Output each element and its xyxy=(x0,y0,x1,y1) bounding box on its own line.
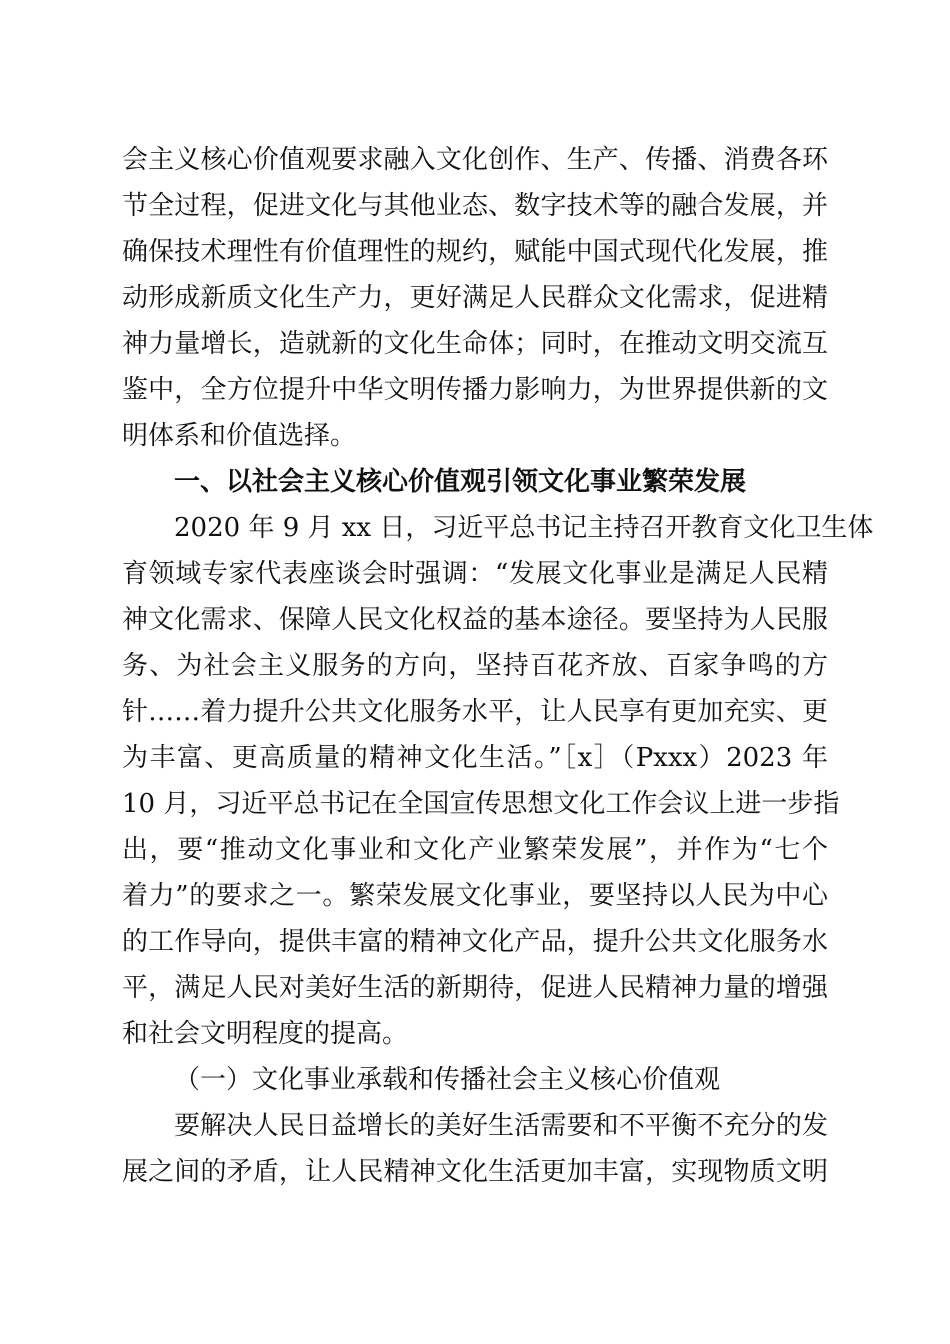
paragraph-2-line-2: 育领域专家代表座谈会时强调：“发展文化事业是满足人民精 xyxy=(122,559,828,589)
section-subheading-1: （一）文化事业承载和传播社会主义核心价值观 xyxy=(174,1065,721,1095)
paragraph-2-line-7: 10 月，习近平总书记在全国宣传思想文化工作会议上进一步指 xyxy=(122,789,840,819)
paragraph-1-line-5: 神力量增长，造就新的文化生命体；同时，在推动文明交流互 xyxy=(122,329,828,359)
paragraph-1-line-2: 节全过程，促进文化与其他业态、数字技术等的融合发展，并 xyxy=(122,191,828,221)
paragraph-2-line-3: 神文化需求、保障人民文化权益的基本途径。要坚持为人民服 xyxy=(122,605,828,635)
paragraph-2-line-12: 和社会文明程度的提高。 xyxy=(122,1019,409,1049)
paragraph-3-line-2: 展之间的矛盾，让人民精神文化生活更加丰富，实现物质文明 xyxy=(122,1157,828,1187)
paragraph-1-line-7: 明体系和价值选择。 xyxy=(122,421,357,451)
paragraph-1-line-1: 会主义核心价值观要求融入文化创作、生产、传播、消费各环 xyxy=(122,145,828,175)
paragraph-1-line-3: 确保技术理性有价值理性的规约，赋能中国式现代化发展，推 xyxy=(122,237,828,267)
paragraph-3-line-1: 要解决人民日益增长的美好生活需要和不平衡不充分的发 xyxy=(174,1111,828,1141)
paragraph-2-line-6: 为丰富、更高质量的精神文化生活。”［x］（Pxxx）2023 年 xyxy=(122,743,828,773)
paragraph-2-line-4: 务、为社会主义服务的方向，坚持百花齐放、百家争鸣的方 xyxy=(122,651,828,681)
section-heading-1: 一、以社会主义核心价值观引领文化事业繁荣发展 xyxy=(174,467,747,497)
paragraph-2-line-9: 着力”的要求之一。繁荣发展文化事业，要坚持以人民为中心 xyxy=(122,881,828,911)
paragraph-1-line-6: 鉴中，全方位提升中华文明传播力影响力，为世界提供新的文 xyxy=(122,375,828,405)
paragraph-2-line-8: 出，要“推动文化事业和文化产业繁荣发展”，并作为“七个 xyxy=(122,835,828,865)
paragraph-2-line-1: 2020 年 9 月 xx 日，习近平总书记主持召开教育文化卫生体 xyxy=(174,513,874,543)
paragraph-2-line-5: 针……着力提升公共文化服务水平，让人民享有更加充实、更 xyxy=(122,697,828,727)
paragraph-2-line-10: 的工作导向，提供丰富的精神文化产品，提升公共文化服务水 xyxy=(122,927,828,957)
paragraph-1-line-4: 动形成新质文化生产力，更好满足人民群众文化需求，促进精 xyxy=(122,283,828,313)
paragraph-2-line-11: 平，满足人民对美好生活的新期待，促进人民精神力量的增强 xyxy=(122,973,828,1003)
